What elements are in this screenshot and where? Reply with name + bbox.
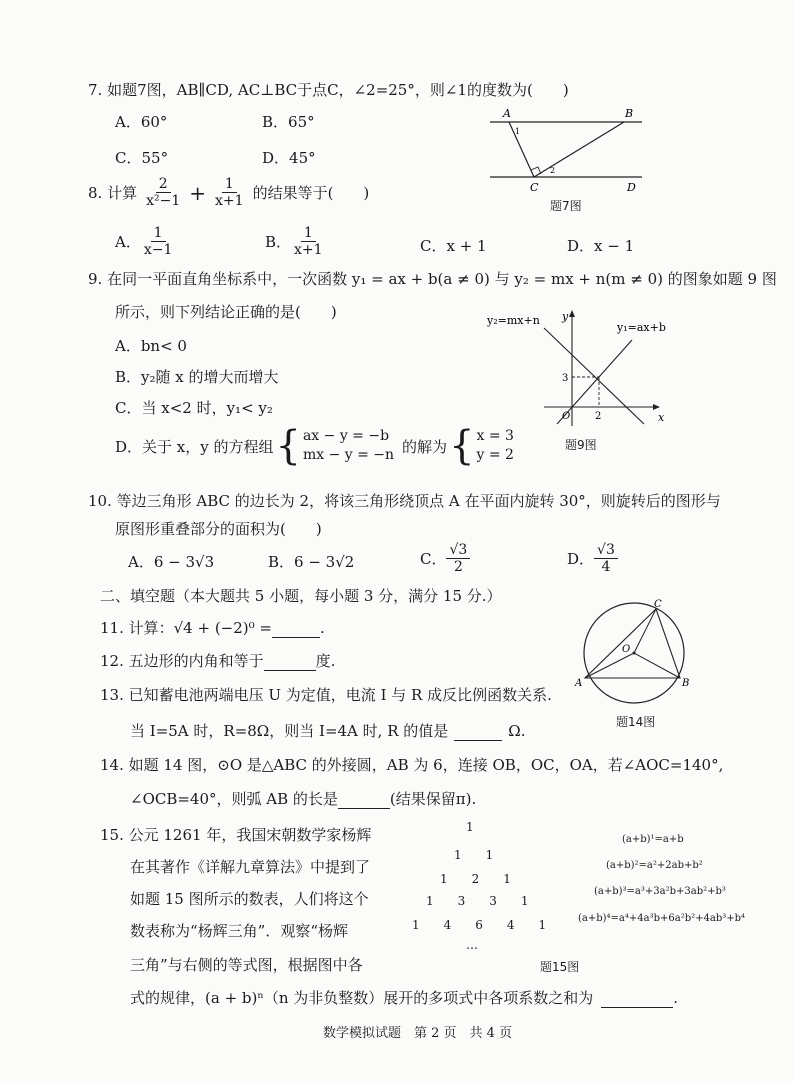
- q9-solution-x: x = 3: [476, 428, 514, 445]
- q14-line1: 14. 如题 14 图，⊙O 是△ABC 的外接圆，AB 为 6，连接 OB，OC，OA，若∠AOC=140°,: [100, 756, 724, 774]
- q8-option-b-den: x+1: [294, 242, 323, 259]
- q12-text: 12. 五边形的内角和等于: [100, 652, 264, 670]
- q9-solution-brace: {: [449, 423, 475, 469]
- q7-fig-angle-1: 1: [515, 127, 521, 136]
- q14-fig-label-a: A: [575, 678, 583, 689]
- yanghui-row-2: 1 1: [454, 848, 494, 862]
- q8-option-d: D．x − 1: [567, 237, 635, 255]
- q7-fig-label-a: A: [503, 107, 511, 120]
- q9-caption: 题9图: [565, 438, 597, 452]
- q8-option-c: C．x + 1: [420, 237, 487, 255]
- q10-option-c-den: 2: [453, 559, 463, 576]
- q9-system-eq1: ax − y = −b: [302, 428, 390, 445]
- q9-solution-y: y = 2: [476, 447, 514, 463]
- q7-option-a: A．60°: [115, 113, 168, 131]
- yanghui-row-5: 1 4 6 4 1: [412, 918, 547, 932]
- q7-option-d: D．45°: [262, 149, 316, 167]
- q9-stem-line2: 所示，则下列结论正确的是( ): [115, 303, 337, 321]
- q9-option-d-mid: 的解为: [402, 437, 448, 456]
- q15-end: .: [673, 989, 679, 1007]
- section-2-heading: 二、填空题（本大题共 5 小题，每小题 3 分，满分 15 分.）: [100, 587, 502, 605]
- q14-fig-label-c: C: [654, 599, 662, 610]
- q7-option-b: B．65°: [262, 113, 315, 131]
- q14-fig-label-o: O: [622, 644, 631, 655]
- expansion-eq-4: (a+b)⁴=a⁴+4a³b+6a²b²+4ab³+b⁴: [578, 913, 746, 924]
- q10-option-b: B．6 − 3√2: [268, 553, 355, 571]
- q8-option-b-fraction: [291, 225, 326, 258]
- q15-line3: 如题 15 图所示的数表，人们将这个: [130, 890, 369, 908]
- q15-caption: 题15图: [540, 960, 580, 974]
- q9-fig-tick-2: 2: [595, 411, 602, 422]
- q7-fig-label-c: C: [530, 181, 539, 194]
- q14-figure: [572, 598, 694, 708]
- q8-plus: +: [189, 180, 207, 205]
- yanghui-row-3: 1 2 1: [440, 872, 511, 886]
- q9-fig-tick-3: 3: [562, 373, 569, 384]
- q8-suffix: 的结果等于( ): [252, 184, 370, 203]
- q9-fig-y1-label: y₁=ax+b: [617, 321, 666, 334]
- q14-answer-blank: [338, 792, 390, 809]
- q8-fraction-2: [212, 176, 247, 209]
- q8-option-a-den: x−1: [143, 242, 173, 259]
- q10-option-c-fraction: [446, 542, 470, 575]
- q13-line1: 13. 已知蓄电池两端电压 U 为定值，电流 I 与 R 成反比例函数关系.: [100, 686, 552, 704]
- q10-option-d-label: D．: [567, 550, 595, 569]
- q8-f1-denominator: x²−1: [146, 193, 181, 210]
- q7-stem: 7. 如题7图，AB∥CD, AC⊥BC于点C，∠2=25°，则∠1的度数为( ): [88, 81, 569, 99]
- q9-option-d: [115, 423, 514, 469]
- q8-option-a-num: 1: [151, 225, 166, 242]
- q11-end: .: [320, 619, 325, 637]
- q8-option-b-label: B．: [265, 233, 292, 252]
- q7-option-c: C．55°: [115, 149, 169, 167]
- q7-fig-label-d: D: [627, 181, 636, 194]
- q10-option-c-num: √3: [446, 542, 470, 559]
- q8-f2-numerator: 1: [222, 176, 237, 193]
- q13-line2: [130, 720, 525, 741]
- q14-caption: 题14图: [616, 715, 656, 729]
- expansion-eq-2: (a+b)²=a²+2ab+b²: [606, 860, 703, 871]
- q13-text: 当 I=5A 时，R=8Ω，则当 I=4A 时, R 的值是: [130, 722, 449, 740]
- q12: [100, 650, 335, 671]
- q14-fig-label-b: B: [682, 678, 690, 689]
- q15-line5: 三角”与右侧的等式图，根据图中各: [130, 956, 363, 974]
- q7-fig-angle-2: 2: [550, 166, 556, 175]
- q10-option-d: [567, 542, 618, 575]
- page-footer: 数学模拟试题 第 2 页 共 4 页: [323, 1026, 513, 1041]
- q8-f2-denominator: x+1: [215, 193, 244, 210]
- q11-answer-blank: [272, 621, 320, 638]
- q9-option-b: B．y₂随 x 的增大而增大: [115, 368, 279, 386]
- q9-system-eq2: mx − y = −n: [302, 447, 395, 463]
- q8-option-b-num: 1: [301, 225, 316, 242]
- q9-option-a: A．bn< 0: [115, 337, 187, 355]
- q10-stem-line2: 原图形重叠部分的面积为( ): [115, 520, 322, 538]
- q11: [100, 617, 325, 638]
- q10-option-c: [420, 542, 470, 575]
- q15-line6: [130, 987, 678, 1008]
- q9-solution: [477, 427, 514, 465]
- q9-fig-y-axis: y: [562, 310, 569, 323]
- q8-stem: [88, 176, 369, 209]
- q9-option-d-prefix: D．关于 x，y 的方程组: [115, 437, 274, 456]
- q7-fig-label-b: B: [625, 107, 634, 120]
- q14-line2: [130, 788, 476, 809]
- q15-text: 式的规律，(a + b)ⁿ（n 为非负整数）展开的多项式中各项系数之和为: [130, 989, 594, 1007]
- q11-text: 11. 计算：√4 + (−2)⁰ =: [100, 619, 272, 637]
- q8-option-a-label: A．: [115, 233, 141, 252]
- yanghui-dots: …: [466, 938, 478, 952]
- q12-end: 度.: [315, 652, 336, 670]
- q14-end: (结果保留π).: [389, 790, 477, 808]
- q8-option-b: [265, 225, 326, 258]
- q13-answer-blank: [454, 724, 502, 741]
- q9-stem-line1: 9. 在同一平面直角坐标系中，一次函数 y₁ = ax + b(a ≠ 0) 与 y₂ = mx + n(m ≠ 0) 的图象如题 9 图: [88, 270, 777, 288]
- q9-fig-origin: O: [562, 411, 571, 422]
- q9-fig-y2-label: y₂=mx+n: [487, 314, 540, 327]
- q14-text: ∠OCB=40°，则弧 AB 的长是: [130, 790, 338, 808]
- q9-fig-x-axis: x: [658, 411, 665, 424]
- q13-end: Ω.: [508, 722, 526, 740]
- q10-option-c-label: C．: [420, 550, 447, 569]
- q9-figure: [482, 302, 677, 430]
- q9-system-brace: {: [275, 423, 301, 469]
- yanghui-row-1: 1: [466, 820, 474, 834]
- q8-option-a-fraction: [141, 225, 176, 258]
- yanghui-row-4: 1 3 3 1: [426, 894, 529, 908]
- q10-option-a: A．6 − 3√3: [128, 553, 215, 571]
- q8-fraction-1: [143, 176, 183, 209]
- q10-option-d-num: √3: [594, 542, 618, 559]
- q15-answer-blank: [601, 991, 673, 1008]
- q8-option-a: [115, 225, 175, 258]
- q12-answer-blank: [264, 654, 316, 671]
- q15-line4: 数表称为“杨辉三角”．观察“杨辉: [130, 922, 349, 940]
- expansion-eq-3: (a+b)³=a³+3a²b+3ab²+b³: [594, 886, 726, 897]
- expansion-eq-1: (a+b)¹=a+b: [622, 834, 684, 845]
- q10-option-d-fraction: [594, 542, 618, 575]
- q7-figure: [482, 104, 652, 196]
- q8-f1-numerator: 2: [156, 176, 171, 193]
- q10-stem-line1: 10. 等边三角形 ABC 的边长为 2，将该三角形绕顶点 A 在平面内旋转 30°，则旋转后的图形与: [88, 492, 721, 510]
- q8-prefix: 8. 计算: [88, 184, 138, 203]
- q15-line2: 在其著作《详解九章算法》中提到了: [130, 858, 371, 876]
- q9-system: [303, 427, 394, 465]
- q10-option-d-den: 4: [601, 559, 611, 576]
- q15-line1: 15. 公元 1261 年，我国宋朝数学家杨辉: [100, 826, 372, 844]
- q7-caption: 题7图: [550, 199, 582, 213]
- q9-option-c: C．当 x<2 时，y₁< y₂: [115, 399, 273, 417]
